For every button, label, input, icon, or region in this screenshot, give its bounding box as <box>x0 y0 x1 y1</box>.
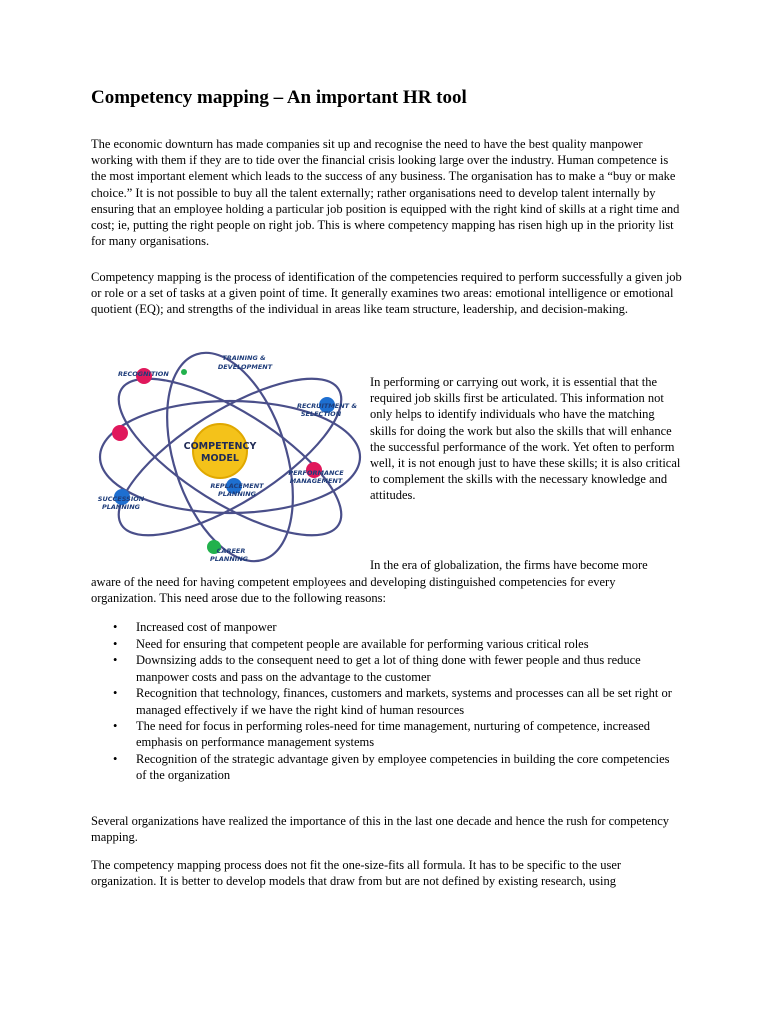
core-label-line1: COMPETENCY <box>183 441 257 452</box>
intro-paragraph: The economic downturn has made companies sit up and recognise the need to have the best quality manpower working with them if they are to tide over the financial crisis looking large over the industry. Human competence is the most important element which leads to the success of any business. The organisation has to make a “buy or make choice.” It is not possible to buy all the talent externally; rather organisations need to develop talent internally by ensuring that an employee holding a particular job position is equipped with the right kind of skills at a right time and cost; ie, putting the right people on right job. This is where competency mapping has risen high up in the priority list for many organisations. <box>91 137 680 249</box>
bullet-icon: • <box>113 636 118 651</box>
list-item-text: Need for ensuring that competent people are available for performing various critical roles <box>136 636 589 651</box>
list-item-text: Recognition of the strategic advantage given by employee competencies in building the core competencies of the organization <box>136 752 670 783</box>
competency-model-diagram <box>93 345 363 570</box>
reasons-list <box>91 619 683 784</box>
node-small-green <box>181 369 187 375</box>
label-training-1: TRAINING & <box>222 354 266 362</box>
label-career-2: PLANNING <box>209 555 249 563</box>
list-item <box>91 652 683 684</box>
label-succession-1: SUCCESSION <box>97 495 145 503</box>
label-replacement-1: REPLACEMENT <box>210 482 264 490</box>
list-item <box>91 718 683 750</box>
definition-paragraph: Competency mapping is the process of identification of the competencies required to perform successfully a given job or role or a set of tasks at a given point of time. It generally examines two areas: emotional intelligence or emotional quotient (EQ); and strengths of the individual in areas like team structure, leadership, and decision-making. <box>91 270 682 317</box>
list-item <box>91 685 683 717</box>
list-item <box>91 751 683 783</box>
skills-paragraph: In performing or carrying out work, it is essential that the required job skills first be articulated. This information not only helps to identify individuals who have the matching skills for doing the work but also the skills that will enhance the successful performance of the work. Yet often to perform well, it is not enough just to have these skills; it is also critical to complement the skills with the necessary knowledge and attitudes. <box>370 375 681 503</box>
globalization-paragraph-first-line: In the era of globalization, the firms have become more <box>370 558 648 572</box>
label-performance-2: MANAGEMENT <box>289 477 343 485</box>
bullet-icon: • <box>113 620 118 634</box>
list-item <box>91 619 683 635</box>
list-item-text: Recognition that technology, finances, customers and markets, systems and processes can all be set right or managed effectively if we have the right kind of human resources <box>136 686 672 717</box>
realized-paragraph: Several organizations have realized the importance of this in the last one decade and hence the rush for competency mapping. <box>91 814 670 845</box>
list-item <box>91 636 683 652</box>
process-paragraph: The competency mapping process does not fit the one-size-fits all formula. It has to be specific to the user organization. It is better to develop models that draw from but are not defined by existing research, using <box>91 858 622 889</box>
label-replacement-2: PLANNING <box>217 490 257 498</box>
label-succession-2: PLANNING <box>101 503 141 511</box>
bullet-icon: • <box>113 686 118 701</box>
label-recruitment-2: SELECTION <box>300 410 342 418</box>
list-item-text: Downsizing adds to the consequent need to get a lot of thing done with fewer people and thus reduce manpower costs and pass on the advantage to the customer <box>136 653 641 684</box>
core-label-line2: MODEL <box>201 453 239 464</box>
bullet-icon: • <box>113 653 118 668</box>
list-item-text: Increased cost of manpower <box>136 620 277 634</box>
node-left <box>112 425 128 441</box>
label-recognition: RECOGNITION <box>118 370 169 378</box>
bullet-icon: • <box>113 719 118 734</box>
bullet-icon: • <box>113 752 118 767</box>
label-recruitment-1: RECRUITMENT & <box>296 402 358 410</box>
label-career-1: CAREER <box>216 547 246 555</box>
globalization-paragraph-rest: aware of the need for having competent employees and developing distinguished competencies for every organization. This need arose due to the following reasons: <box>91 575 616 606</box>
label-training-2: DEVELOPMENT <box>217 363 273 371</box>
list-item-text: The need for focus in performing roles-need for time management, nurturing of competence, increased emphasis on performance management systems <box>136 719 651 750</box>
label-performance-1: PERFORMANCE <box>288 469 344 477</box>
page-title: Competency mapping – An important HR tool <box>91 87 467 108</box>
